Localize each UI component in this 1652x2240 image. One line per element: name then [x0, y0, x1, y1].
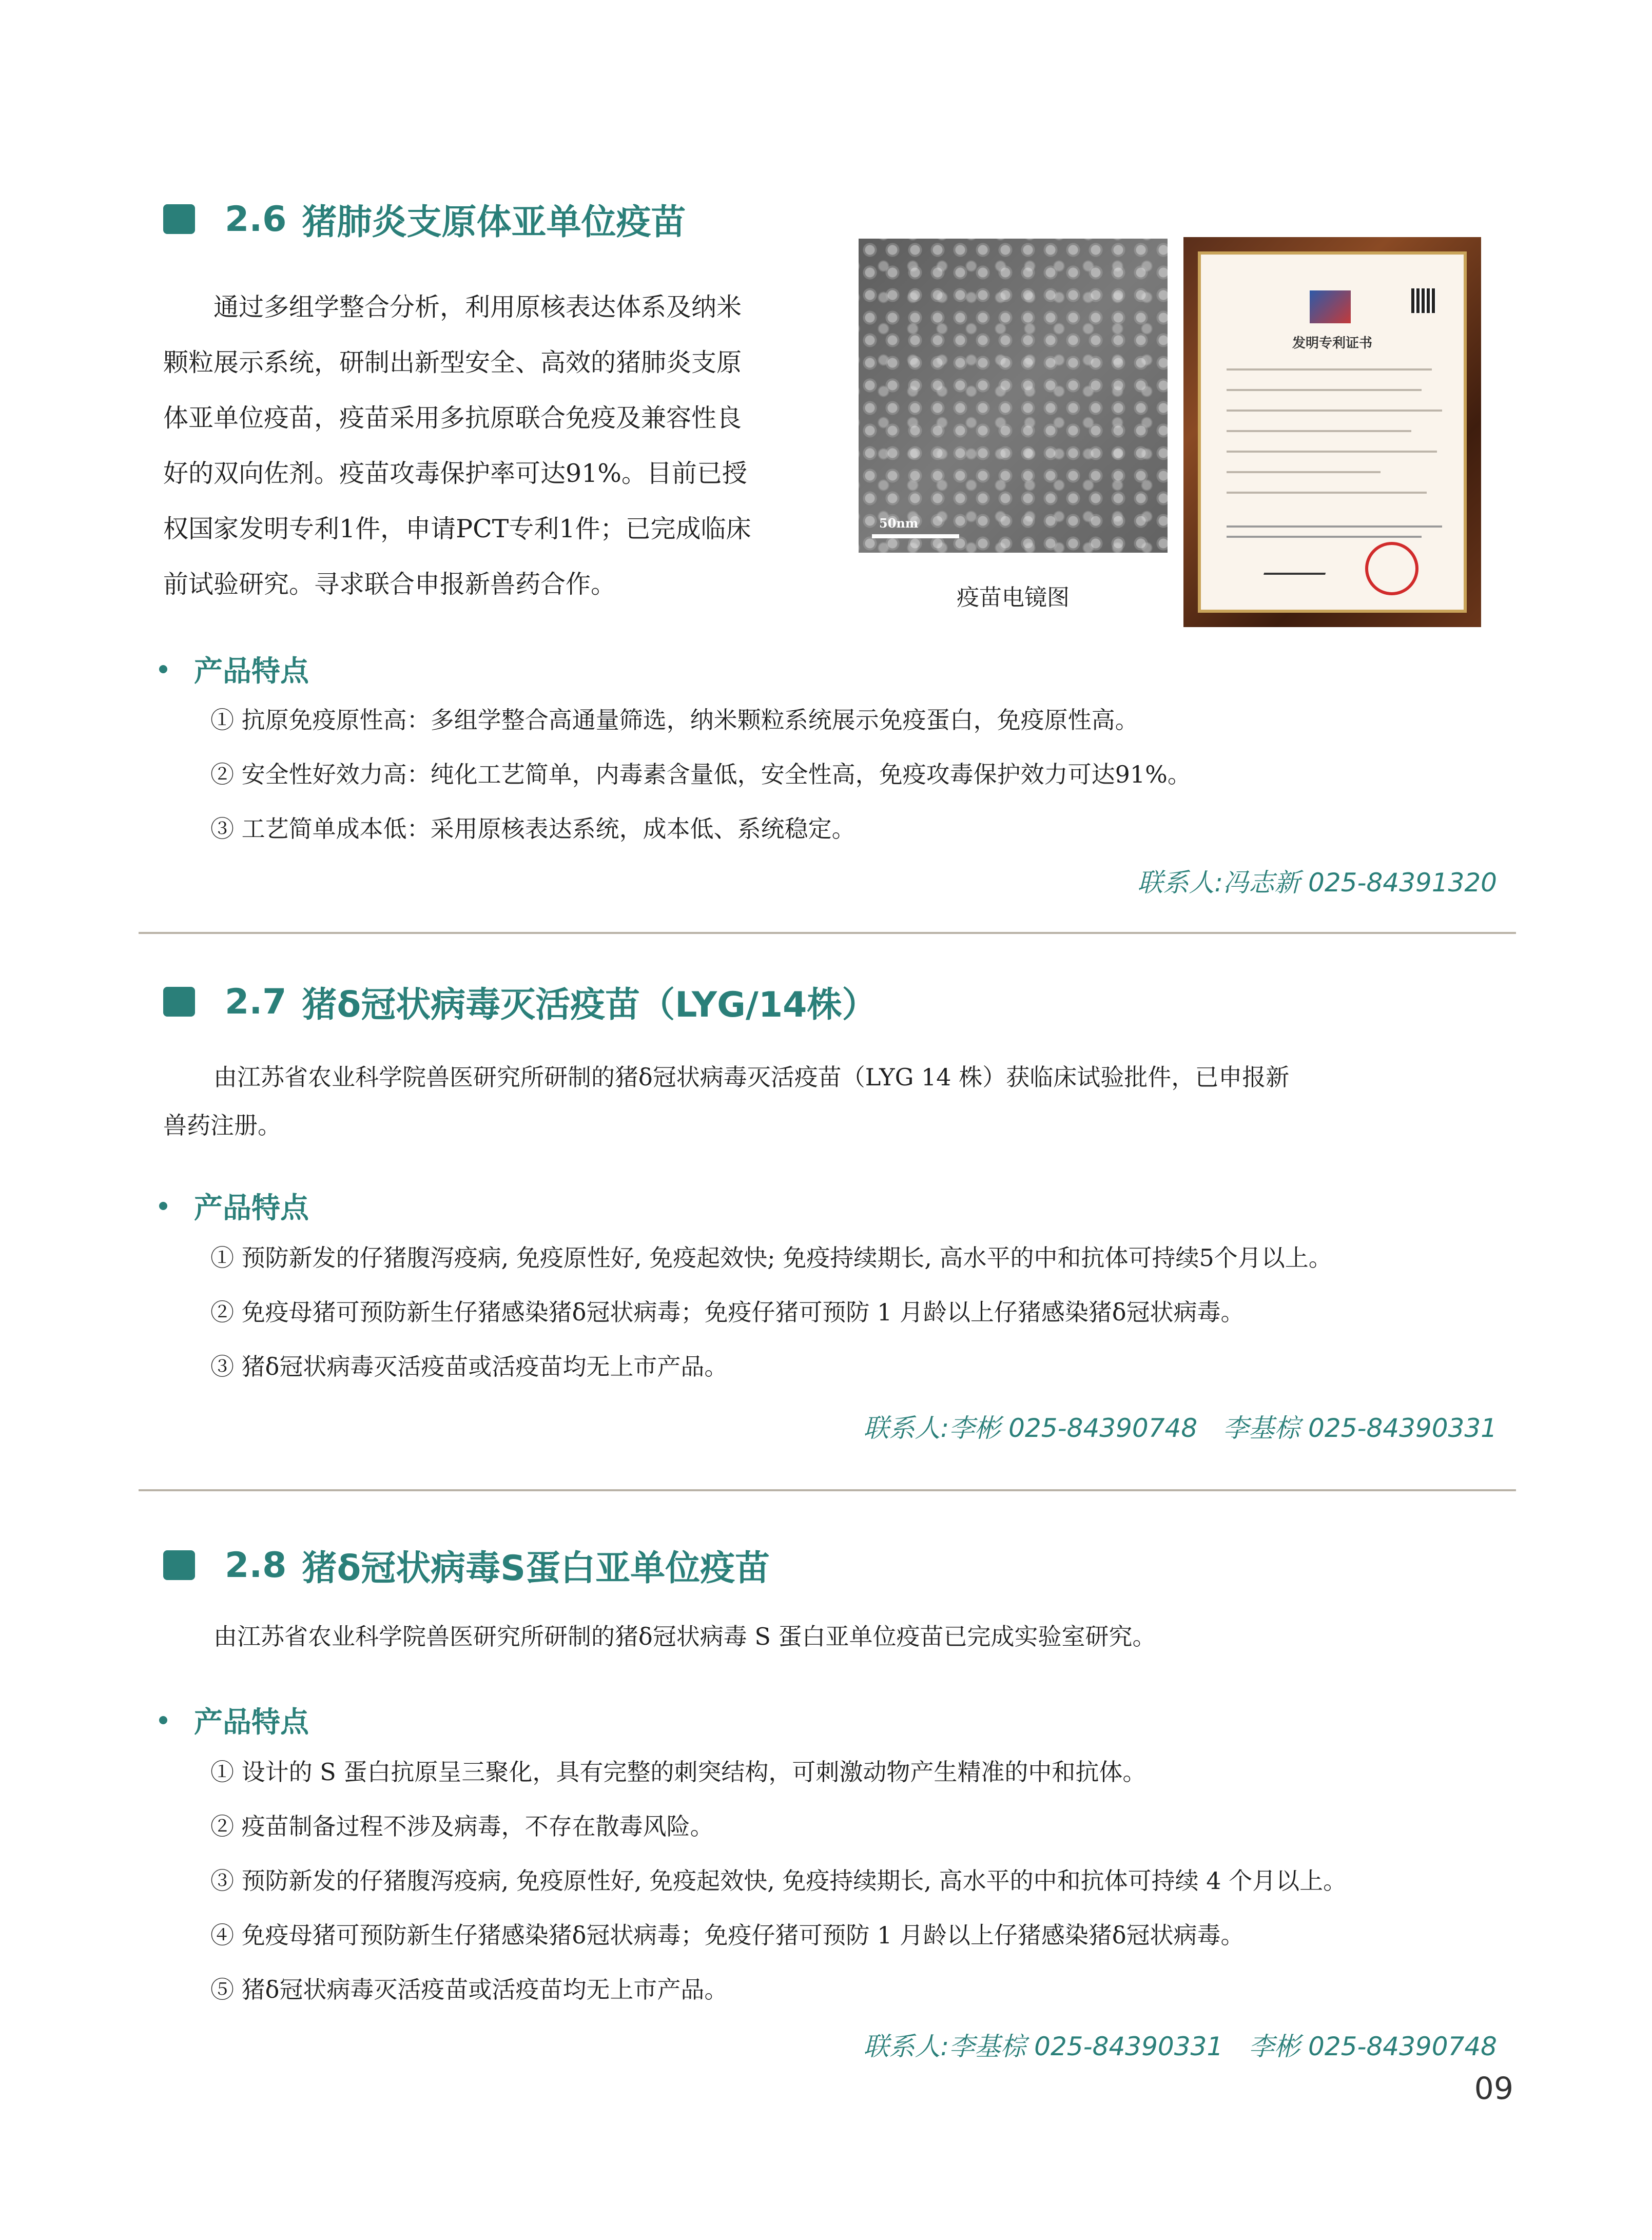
section-2-7-heading: [163, 973, 877, 1030]
intro-line: 权国家发明专利1件，申请PCT专利1件；已完成临床: [163, 514, 751, 543]
feature-item: ③ 预防新发的仔猪腹泻疫病, 免疫原性好, 免疫起效快, 免疫持续期长, 高水平的中和抗体可持续 4 个月以上。: [210, 1867, 1347, 1895]
section-2-8-feature-list: [210, 1745, 1347, 2017]
feature-item: ① 抗原免疫原性高：多组学整合高通量筛选，纳米颗粒系统展示免疫蛋白，免疫原性高。: [210, 706, 1139, 734]
feature-item: ② 疫苗制备过程不涉及病毒，不存在散毒风险。: [210, 1813, 714, 1840]
section-2-8-intro: [163, 1612, 1518, 1661]
feature-item: ② 安全性好效力高：纯化工艺简单，内毒素含量低，安全性高，免疫攻毒保护效力可达91%。: [210, 761, 1191, 788]
section-number: 2.6: [225, 199, 287, 240]
section-2-6-feature-list: [210, 693, 1191, 856]
official-seal-icon: [1365, 542, 1418, 595]
signature-icon: [1264, 552, 1331, 575]
section-2-7-contact: 联系人:李彬 025-84390748 李基棕 025-84390331: [863, 1413, 1497, 1443]
intro-line: 兽药注册。: [163, 1112, 281, 1139]
patent-certificate-image: [1183, 237, 1481, 627]
page-number: 09: [1474, 2071, 1513, 2107]
scale-bar: [872, 534, 959, 538]
section-2-7-intro: [163, 1053, 1518, 1150]
intro-line: 由江苏省农业科学院兽医研究所研制的猪δ冠状病毒灭活疫苗（LYG 14 株）获临床试验批件，已申报新: [213, 1063, 1290, 1091]
section-title: 猪δ冠状病毒S蛋白亚单位疫苗: [302, 1548, 770, 1589]
section-2-6-contact: 联系人:冯志新 025-84391320: [1137, 868, 1497, 898]
section-number: 2.7: [225, 981, 287, 1022]
scale-bar-label: 50nm: [879, 516, 919, 531]
certificate-title: 发明专利证书: [1292, 336, 1372, 351]
intro-line: 通过多组学整合分析，利用原核表达体系及纳米: [213, 293, 742, 322]
section-title: 猪δ冠状病毒灭活疫苗（LYG/14株）: [302, 984, 877, 1025]
intro-line: 颗粒展示系统，研制出新型安全、高效的猪肺炎支原: [163, 348, 742, 377]
section-title: 猪肺炎支原体亚单位疫苗: [302, 202, 686, 243]
features-heading: 产品特点: [194, 1192, 309, 1225]
intro-line: 好的双向佐剂。疫苗攻毒保护率可达91%。目前已授: [163, 459, 747, 488]
intro-line: 体亚单位疫苗，疫苗采用多抗原联合免疫及兼容性良: [163, 403, 742, 433]
section-2-7-feature-list: [210, 1231, 1332, 1394]
features-heading: 产品特点: [194, 1706, 309, 1739]
intro-line: 前试验研究。寻求联合申报新兽药合作。: [163, 570, 616, 599]
section-2-6-heading: [163, 191, 686, 247]
feature-item: ③ 工艺简单成本低：采用原核表达系统，成本低、系统稳定。: [210, 815, 856, 843]
bullet-icon: [159, 1716, 167, 1724]
feature-item: ③ 猪δ冠状病毒灭活疫苗或活疫苗均无上市产品。: [210, 1353, 728, 1380]
feature-item: ④ 免疫母猪可预防新生仔猪感染猪δ冠状病毒；免疫仔猪可预防 1 月龄以上仔猪感染猪δ冠状病毒。: [210, 1921, 1245, 1949]
heading-square-icon: [163, 987, 195, 1017]
feature-item: ⑤ 猪δ冠状病毒灭活疫苗或活疫苗均无上市产品。: [210, 1976, 728, 2003]
patent-logo-icon: [1310, 290, 1351, 323]
intro-line: 由江苏省农业科学院兽医研究所研制的猪δ冠状病毒 S 蛋白亚单位疫苗已完成实验室研究。: [213, 1623, 1156, 1650]
heading-square-icon: [163, 1550, 195, 1580]
feature-item: ① 预防新发的仔猪腹泻疫病, 免疫原性好, 免疫起效快; 免疫持续期长, 高水平的中和抗体可持续5个月以上。: [210, 1244, 1332, 1272]
section-2-8-contact: 联系人:李基棕 025-84390331 李彬 025-84390748: [863, 2032, 1497, 2061]
vaccine-em-image: [859, 239, 1168, 553]
certificate-paper: [1198, 251, 1467, 613]
feature-item: ① 设计的 S 蛋白抗原呈三聚化，具有完整的刺突结构，可刺激动物产生精准的中和抗体。: [210, 1758, 1146, 1786]
section-2-6-features-heading: [159, 649, 309, 690]
heading-square-icon: [163, 204, 195, 234]
section-number: 2.8: [225, 1545, 287, 1586]
section-2-6-intro: [163, 280, 830, 612]
bullet-icon: [159, 1202, 167, 1210]
image-caption: 疫苗电镜图: [957, 585, 1070, 611]
feature-item: ② 免疫母猪可预防新生仔猪感染猪δ冠状病毒；免疫仔猪可预防 1 月龄以上仔猪感染猪δ冠状病毒。: [210, 1298, 1245, 1326]
section-divider: [139, 932, 1516, 934]
section-2-8-features-heading: [159, 1700, 309, 1741]
section-2-7-features-heading: [159, 1185, 309, 1226]
features-heading: 产品特点: [194, 655, 309, 688]
qr-code-icon: [1411, 288, 1436, 313]
section-divider: [139, 1489, 1516, 1491]
section-2-8-heading: [163, 1537, 770, 1593]
bullet-icon: [159, 665, 167, 673]
